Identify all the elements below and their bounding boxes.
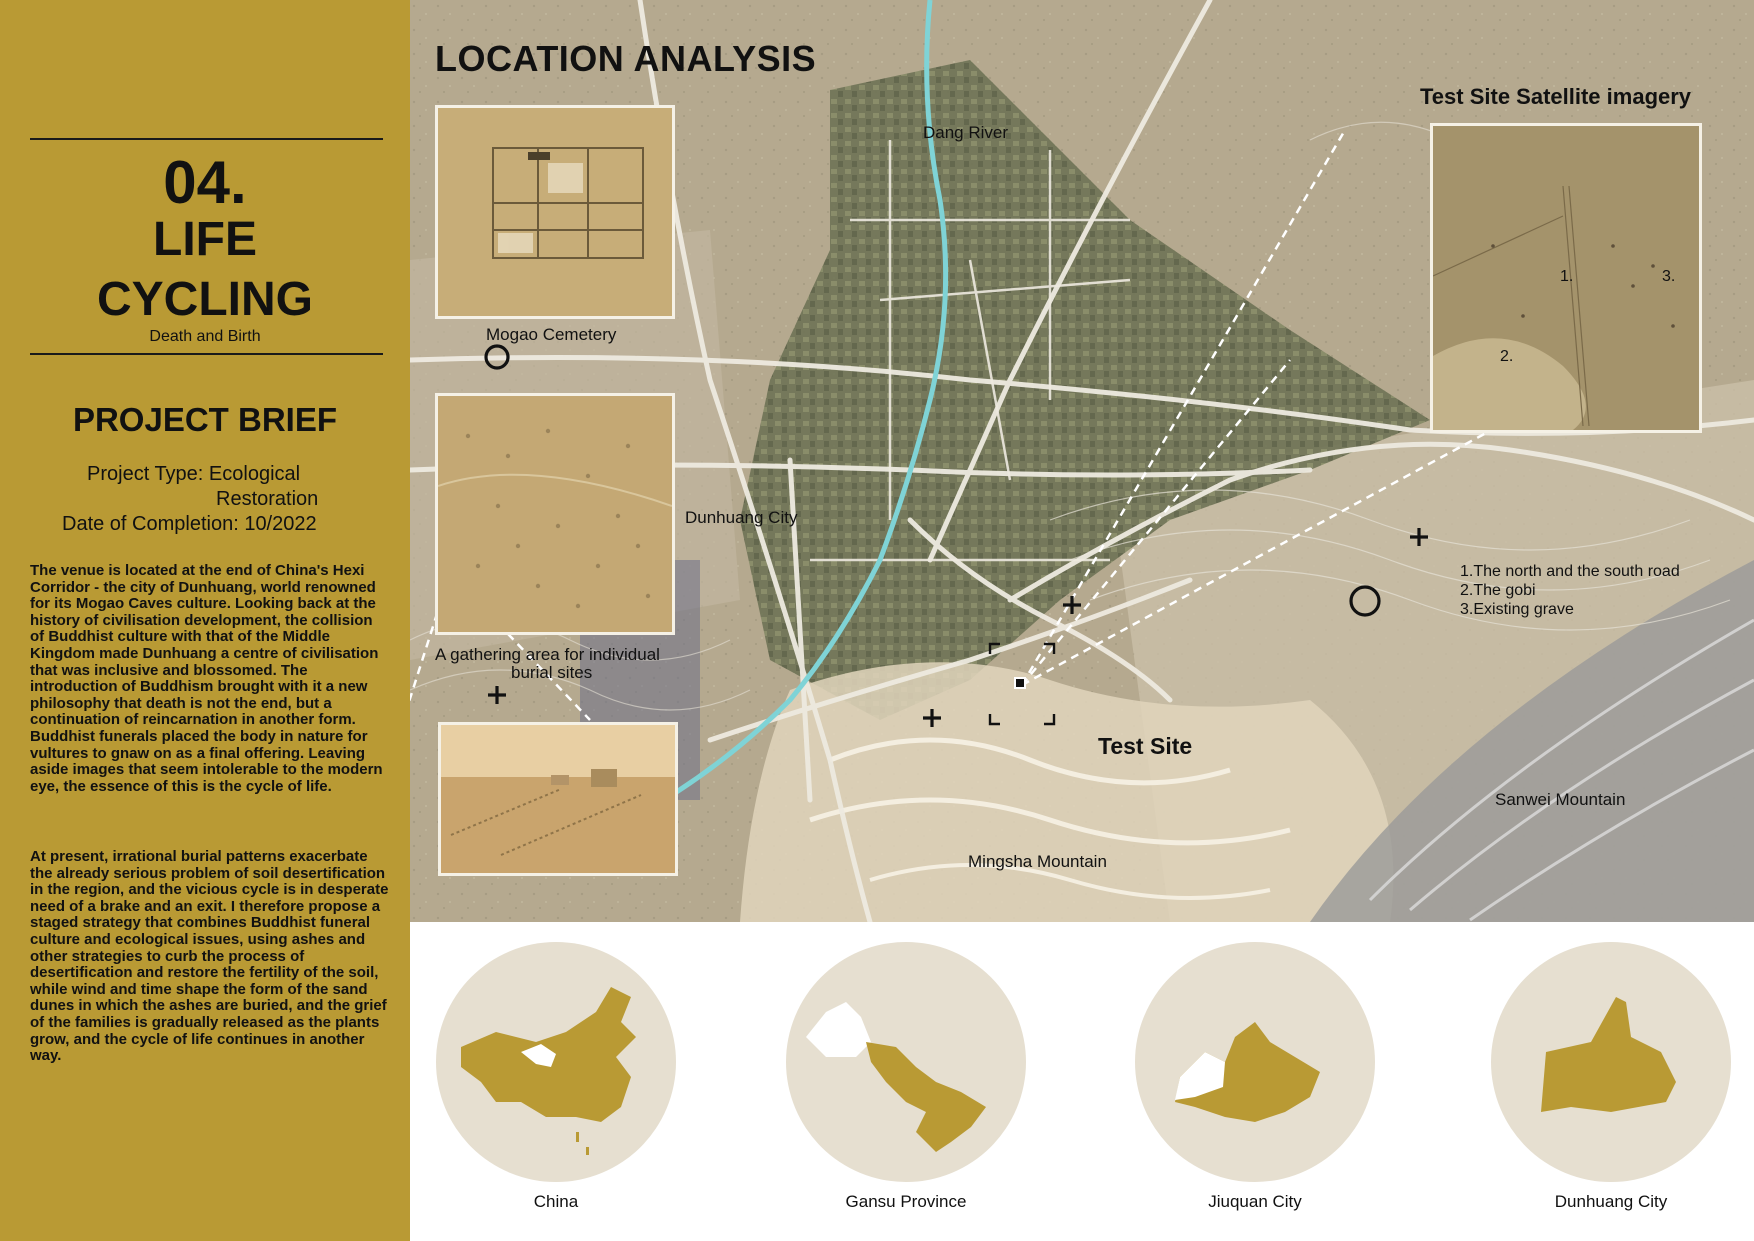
satellite-mark-3: 3. [1662, 268, 1676, 285]
locator-gansu [786, 942, 1026, 1182]
test-site-label: Test Site [1098, 733, 1193, 759]
jiuquan-map-icon [1135, 942, 1375, 1182]
project-number: 04. [163, 149, 247, 216]
locator-china-label: China [533, 1192, 579, 1211]
top-divider [30, 138, 383, 140]
gathering-area-label-cont: burial sites [511, 663, 593, 682]
dang-river-label: Dang River [923, 123, 1009, 142]
dunhuang-map-icon [1491, 942, 1731, 1182]
legend-item-1: 1.The north and the south road [1460, 563, 1680, 580]
brief-heading: PROJECT BRIEF [72, 401, 338, 438]
locator-gansu-label: Gansu Province [845, 1192, 967, 1211]
completion-date: Date of Completion: 10/2022 [62, 513, 317, 535]
mingsha-mountain-label: Mingsha Mountain [968, 852, 1107, 871]
locator-jiuquan-label: Jiuquan City [1208, 1192, 1302, 1211]
map-title: LOCATION ANALYSIS [435, 38, 817, 79]
project-type-cont: Restoration [216, 488, 319, 510]
gansu-map-icon [786, 942, 1026, 1182]
project-type: Project Type: Ecological [87, 463, 301, 485]
brief-paragraph-1: The venue is located at the end of China's Hexi Corridor - the city of Dunhuang, world renowned for its Mogao Caves culture. Looking back at the history of civilisation development, the collision of Buddhist culture with that of the Middle Kingdom made Dunhuang a centre of civilisation that was inclusive and blossomed. The introduction of Buddhism brought with it a new philosophy that death is not the end, but a continuation of reincarnation in another form. Buddhist funerals placed the body in nature for vultures to gnaw on as a final offering. Leaving aside images that seem intolerable to the modern eye, the essence of this is the cycle of life. [30, 562, 383, 795]
locator-china [436, 942, 676, 1182]
legend-item-3: 3.Existing grave [1460, 601, 1574, 618]
locator-dunhuang [1491, 942, 1731, 1182]
gathering-area-label: A gathering area for individual [435, 645, 660, 664]
mogao-cemetery-photo [435, 105, 675, 319]
sanwei-mountain-label: Sanwei Mountain [1495, 790, 1626, 809]
satellite-title: Test Site Satellite imagery [1420, 84, 1692, 109]
project-title-line1: LIFE [153, 213, 257, 266]
gathering-area-photo [435, 393, 675, 635]
locator-jiuquan [1135, 942, 1375, 1182]
location-map [410, 0, 1754, 922]
project-sidebar [0, 0, 410, 1241]
satellite-mark-2: 2. [1500, 348, 1514, 365]
burial-ground-photo [438, 722, 678, 876]
dunhuang-city-label: Dunhuang City [685, 508, 798, 527]
brief-paragraph-2: At present, irrational burial patterns exacerbate the already serious problem of soil desertification in the region, and the vicious cycle is in desperate need of a brake and an exit. I therefore propose a staged strategy that combines Buddhist funeral culture and ecological issues, using ashes and other strategies to curb the process of desertification and restore the fertility of the soil, while wind and time shape the form of the sand dunes in which the ashes are buried, and the grief of the families is gradually released as the plants grow, and the cycle of life continues in another way. [30, 848, 389, 1065]
china-map-icon [436, 942, 676, 1182]
locator-dunhuang-label: Dunhuang City [1554, 1192, 1668, 1211]
legend-item-2: 2.The gobi [1460, 582, 1536, 599]
project-title-line2: CYCLING [97, 273, 313, 326]
satellite-mark-1: 1. [1560, 268, 1574, 285]
bottom-divider [30, 353, 383, 355]
project-subtitle: Death and Birth [149, 328, 261, 345]
mogao-cemetery-label: Mogao Cemetery [486, 325, 617, 344]
